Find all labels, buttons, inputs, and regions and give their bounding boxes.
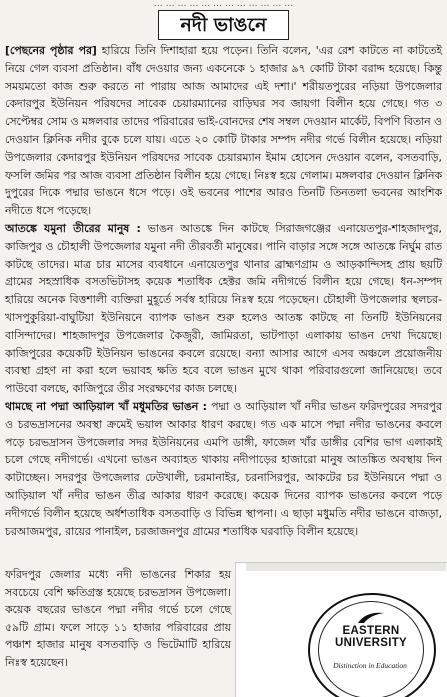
university-name-line1: EASTERN [342,625,400,637]
intro-paragraph [5,42,442,220]
ad-top-bar [246,563,446,571]
university-tagline: Distinction in Education [333,661,407,670]
continuation-marker: [পেছনের পৃষ্ঠার পর] [5,44,97,57]
padma-text: পদ্মা ও আড়িয়াল খাঁ নদীর ভাঙন ফরিদপুরের সদরপুর ও চরভদ্রাসনের অবস্থা ক্রমেই ভয়াল আকার ধারণ করছে। গত এক মাসে পদ্মা নদীর ভাঙনের কবলে পড়ে চরভদ্রাসন উপজেলার সদর ইউনিয়নের এমপি ডাঙ্গী, ফাজেল খাঁর ডাঙ্গীর বেশির ভাগ এলাকাই চলে গেছে নদীগর্ভে। এখনো ভাঙন অব্যাহত থাকায় নদীপাড়ের হাজারো মানুষ আতঙ্কিত অবস্থায় দিন কাটাচ্ছেন। সদরপুর উপজেলার ঢেউখালী, চরমানাইর, চরনাসিরপুর, আকটের চর ইউনিয়নে পদ্মা ও আড়িয়াল খাঁ নদীর ভাঙন তীব্র আকার ধারণ করেছে। কয়েক দিনের ব্যাপক ভাঙনের কবলে পড়ে নদীগর্ভে বিলীন হয়েছে অর্ধশতাধিক বসতবাড়ি ও বিভিন্ন স্থাপনা। এ ছাড়া মধুমতি নদীর ভাঙনে বাজড়া, চরআজমপুর, রায়ের পানাইল, চরজাজনপুর গ্রামের শতাধিক ঘরবাড়ি বিলীন হয়েছে। [5,399,442,538]
swoosh-icon [356,609,386,625]
advertisement[interactable] [235,562,447,697]
headline: নদী ভাঙনে [158,10,290,40]
article-body [5,42,442,540]
bottom-columns [5,566,442,696]
section-padma [5,398,442,540]
university-name-line2: UNIVERSITY [334,637,407,649]
top-strip: … … … … … … … … … … … … [153,0,294,6]
section-yamuna [5,220,442,398]
left-column-text: ফরিদপুর জেলার মধ্যে নদী ভাঙনের শিকার হয় সবচেয়ে বেশি ক্ষতিগ্রস্ত হয়েছে চরভদ্রাসন উপজেলা। কয়েক বছরের ভাঙনে পদ্মা নদীর গর্ভে চলে গেছে ৫৯টি গ্রাম। ফলে সাড়ে ১১ হাজার পরিবারের প্রায় পঞ্চাশ হাজার মানুষ বসতবাড়ি ও ভিটেমাটি হারিয়ে নিঃস্ব হয়েছেন। [5,568,231,669]
yamuna-text: ভাঙন আতঙ্কে দিন কাটছে সিরাজগঞ্জের এনায়েতপুর-শাহজাদপুর, কাজিপুর ও চৌহালী উপজেলার যমুনা নদী তীরবর্তী মানুষের। পানি বাড়ার সঙ্গে সঙ্গে আতঙ্কে নির্ঘুম রাত কাটছে তাদের। মাত্র চার মাসের ব্যবধানে এনায়েতপুর থানার ব্রাহ্মণগ্রাম ও আড়কান্দিসহ প্রায় ছয়টি গ্রামের সহস্রাধিক বসতভিটাসহ কয়েক শতাধিক হেক্টর জমি নদীগর্ভে বিলীন হয়ে গেছে। ধন-সম্পদ হারিয়ে অনেক বিত্তশালী ব্যক্তিরা মুহূর্তে সর্বস্ব হারিয়ে নিঃস্ব হয়ে পড়েছেন। চৌহালী উপজেলার স্থলচর-খাসপুকুরিয়া-বাঘুটিয়া ইউনিয়নে ব্যাপক ভাঙন শুরু হলেও আতঙ্ক কাটছে না তিনটি ইউনিয়নের বাসিন্দাদের। শাহজাদপুর উপজেলার কৈজুরী, জামিরতা, ভাটপাড়া এলাকায় ভাঙন দেখা দিয়েছে। কাজিপুরের কয়েকটি ইউনিয়ন ভাঙনের কবলে রয়েছে। বন্যা আসার আগে এসব অঞ্চলে প্রয়োজনীয় ব্যবস্থা গ্রহণ না করা হলে ভয়াবহ ক্ষতি হবে বলে ভাঙন মুখে থাকা পরিবারগুলো জানিয়েছে। তবে পাউবো বলছে, কাজিপুরে তীর সংরক্ষণের কাজ চলছে। [5,221,442,396]
subhead-yamuna: আতঙ্কে যমুনা তীরের মানুষ : [5,221,141,235]
intro-text: হারিয়ে তিনি দিশাহারা হয়ে পড়েন। তিনি বলেন, 'এর রেশ কাটতে না কাটতেই নিয়ে গেল ব্যবসা প্রতিষ্ঠান। বাঁধ দেওয়ার জন্য একনেকে ১ হাজার ৯৭ কোটি টাকা বরাদ্দ হয়েছে। কিন্তু সময়মতো কাজ শুরু করতে না পারায় আজ আমাদের এই দশা।' শরীয়তপুরের নড়িয়া উপজেলার কেদারপুর ইউনিয়ন পরিষদের সাবেক চেয়ারম্যানের বাড়িঘর সব জায়গা বিলীন হয়ে গেছে। গত ৩ সেপ্টেম্বর সোম ও মঙ্গলবার তাদের পরিবারের ভাই-বোনদের শেষ সম্বল দেওয়ান মার্কেট, বিপণি বিতান ও দেওয়ান ক্লিনিক নদীর বুকে চলে যায়। এতে ২০ কোটি টাকার সম্পদ নদীর গর্ভে বিলীন হয়েছে। নড়িয়া উপজেলার কেদারপুর ইউনিয়ন পরিষদের সাবেক চেয়ারম্যান ইমাম হোসেন দেওয়ান বলেন, বসতবাড়ি, ফসলি জমির পর আজ ব্যবসা প্রতিষ্ঠান বিলীন হয়ে গেছে। নিঃস্ব হয়ে গেলাম। মঙ্গলবার দেওয়ান ক্লিনিক দুপুরের দিকে পদ্মার ভাঙনে ধসে পড়ে। ওই ভবনের পাশের আরও তিনটি তিনতলা ভবনের আংশিক নদীতে ধসে পড়েছে। [5,44,443,218]
subhead-padma: থামছে না পদ্মা আড়িয়াল খাঁ মধুমতির ভাঙন : [5,399,207,413]
headline-bar [0,10,447,40]
university-name [328,625,414,649]
